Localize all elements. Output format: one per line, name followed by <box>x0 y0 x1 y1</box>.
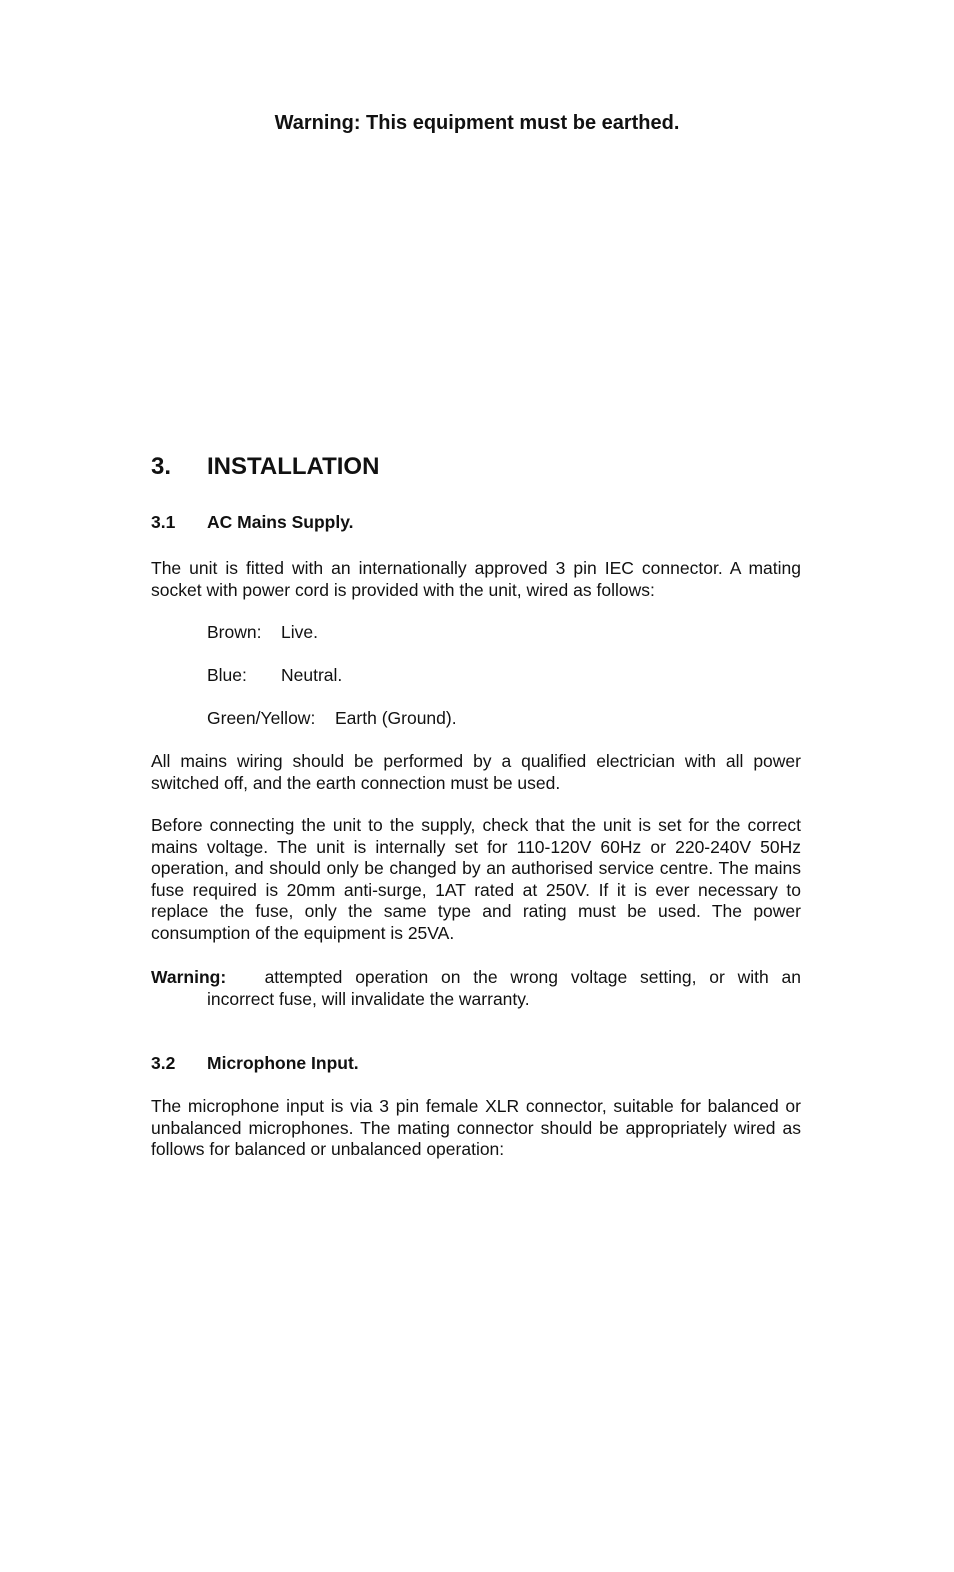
subsection-heading-ac-mains <box>151 512 354 533</box>
voltage-paragraph: Before connecting the unit to the supply, check that the unit is set for the correct mains voltage. The unit is internally set for 110-120V 60Hz or 220-240V 50Hz operation, and should only be changed by an authorised service centre. The mains fuse required is 20mm anti-surge, 1AT rated at 250V. If it is ever necessary to replace the fuse, only the same type and rating must be used. The power consumption of the equipment is 25VA. <box>151 815 801 943</box>
wire-color-label: Green/Yellow: <box>207 708 316 728</box>
wiring-row-brown <box>207 622 318 643</box>
subsection-title: Microphone Input. <box>207 1053 359 1073</box>
section-title: INSTALLATION <box>207 453 380 480</box>
wiring-row-green-yellow <box>207 708 457 729</box>
wire-color-label: Blue: <box>207 665 247 685</box>
wiring-row-blue <box>207 665 342 686</box>
voltage-warning-line-2: incorrect fuse, will invalidate the warranty. <box>207 988 530 1009</box>
wire-function: Live. <box>281 622 318 642</box>
ac-intro-paragraph: The unit is fitted with an internationally approved 3 pin IEC connector. A mating socket with power cord is provided with the unit, wired as follows: <box>151 558 801 600</box>
warning-label: Warning: <box>151 967 227 987</box>
voltage-warning-line-1 <box>151 967 801 989</box>
voltage-block <box>151 815 801 945</box>
section-number: 3. <box>151 453 172 480</box>
warning-text-1: attempted operation on the wrong voltage setting, or with an <box>264 967 802 987</box>
subsection-title: AC Mains Supply. <box>207 512 354 532</box>
subsection-number: 3.1 <box>151 512 176 532</box>
mains-wiring-block <box>151 751 801 794</box>
subsection-heading-microphone <box>151 1053 359 1074</box>
subsection-number: 3.2 <box>151 1053 176 1073</box>
voltage-warning <box>151 967 801 1010</box>
microphone-paragraph: The microphone input is via 3 pin female XLR connector, suitable for balanced or unbalanced microphones. The mating connector should be appropriately wired as follows for balanced or unbalanced operation: <box>151 1096 801 1160</box>
ac-intro-block <box>151 558 801 601</box>
microphone-block <box>151 1096 801 1161</box>
wire-function: Neutral. <box>281 665 343 685</box>
wire-function: Earth (Ground). <box>335 708 457 728</box>
mains-wiring-paragraph: All mains wiring should be performed by a qualified electrician with all power switched off, and the earth connection must be used. <box>151 751 801 793</box>
earthing-warning: Warning: This equipment must be earthed. <box>274 112 680 134</box>
wire-color-label: Brown: <box>207 622 262 642</box>
section-heading <box>151 453 379 481</box>
